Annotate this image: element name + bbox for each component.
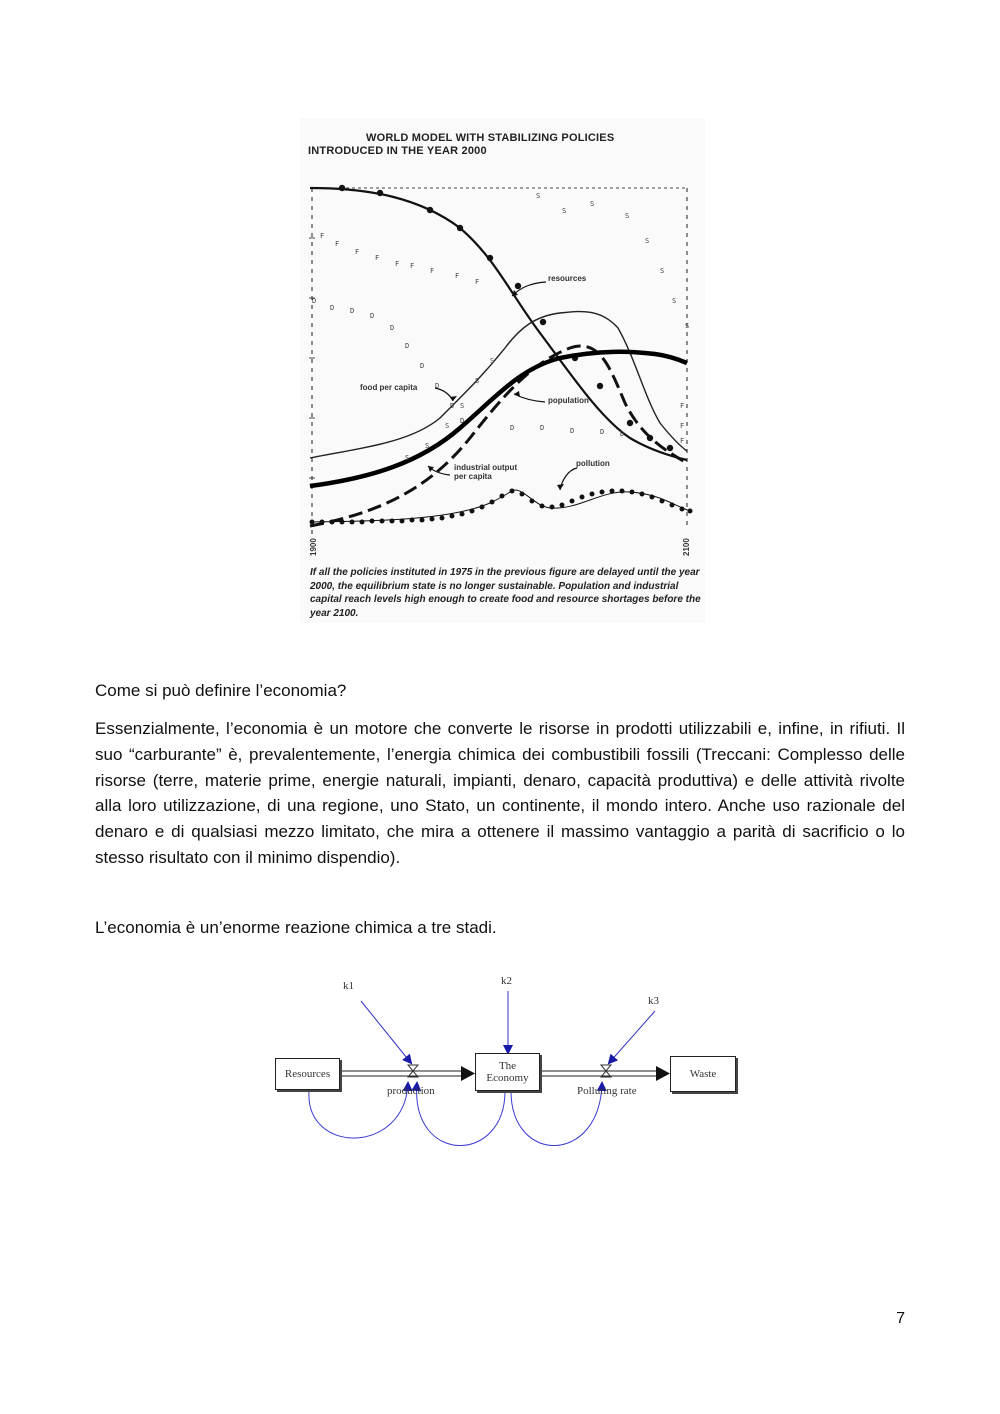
waste-stock: Waste <box>670 1056 736 1092</box>
pollution-markers <box>310 489 693 525</box>
svg-text:D: D <box>330 304 335 312</box>
svg-text:D: D <box>570 427 575 435</box>
economy-stock-line-1: The <box>498 1060 517 1072</box>
svg-text:D: D <box>420 362 425 370</box>
industrial-output-label-line-1: industrial output <box>454 463 518 472</box>
resources-curve <box>310 188 690 460</box>
year-end-label: 2100 <box>682 538 691 556</box>
svg-text:S: S <box>625 212 630 220</box>
svg-text:F: F <box>335 240 340 248</box>
svg-text:S: S <box>562 207 567 215</box>
svg-text:S: S <box>536 192 541 200</box>
svg-text:D: D <box>510 424 515 432</box>
resources-label: resources <box>548 274 587 283</box>
svg-text:F: F <box>430 267 435 275</box>
svg-text:F: F <box>680 437 685 445</box>
svg-text:S: S <box>490 357 495 365</box>
svg-text:S: S <box>645 237 650 245</box>
svg-text:D: D <box>435 382 440 390</box>
resources-stock: Resources <box>275 1058 340 1090</box>
economy-stock <box>475 1053 540 1091</box>
production-flow-label: production <box>387 1085 435 1097</box>
world-model-caption: If all the policies instituted in 1975 in the previous figure are delayed until the year 2000, the equilibrium state is no longer sustainable. Population and industrial capital reach levels high enough to create food and resource shortages before the year 2100. <box>310 567 701 619</box>
svg-text:D: D <box>450 402 455 410</box>
svg-text:F: F <box>455 272 460 280</box>
industrial-output-label <box>454 463 517 481</box>
svg-text:S: S <box>590 200 595 208</box>
year-start-label: 1900 <box>309 538 318 556</box>
economy-definition-paragraph: Essenzialmente, l’economia è un motore che converte le risorse in prodotti utilizzabili e, infine, in rifiuti. Il suo “carburante” è, prevalentemente, l’energia chimica dei combustibili fossili (Treccani: Complesso delle risorse (terre, materie prime, energie naturali, impianti, denaro, capacità produttiva) e delle attività rivolte alla loro utilizzazione, di una regione, uno Stato, un continente, il mondo intero. Anche uso razionale del denaro e di qualsiasi mezzo limitato, che mira a ottenere il massimo vantaggio a parità di sacrificio o lo stesso risultato con il minimo dispendio). <box>95 719 905 867</box>
title-line-2: INTRODUCED IN THE YEAR 2000 <box>308 145 487 157</box>
k2-label: k2 <box>501 975 512 987</box>
economy-stock-line-2: Economy <box>486 1072 529 1084</box>
food-per-capita-label: food per capita <box>360 383 418 392</box>
svg-text:D: D <box>370 312 375 320</box>
k3-label: k3 <box>648 995 659 1007</box>
pollution-label: pollution <box>576 459 610 468</box>
question-text: Come si può definire l’economia? <box>95 681 347 700</box>
svg-text:S: S <box>425 442 430 450</box>
svg-text:F: F <box>375 254 380 262</box>
title-line-1: WORLD MODEL WITH STABILIZING POLICIES <box>366 132 615 144</box>
population-label: population <box>548 396 589 405</box>
svg-text:D: D <box>620 430 625 438</box>
svg-text:S: S <box>405 454 410 462</box>
world-model-plot <box>300 118 705 623</box>
industrial-output-label-line-2: per capita <box>454 472 492 481</box>
svg-text:S: S <box>475 377 480 385</box>
svg-text:S: S <box>672 297 677 305</box>
svg-text:D: D <box>312 297 317 305</box>
svg-text:S: S <box>660 267 665 275</box>
svg-text:F: F <box>320 232 325 240</box>
svg-text:F: F <box>680 422 685 430</box>
svg-text:D: D <box>405 342 410 350</box>
svg-text:D: D <box>460 417 465 425</box>
page-number: 7 <box>896 1310 905 1327</box>
world-model-title <box>308 132 698 158</box>
three-stage-statement: L’economia è un’enorme reazione chimica a tre stadi. <box>95 918 497 937</box>
svg-text:D: D <box>600 428 605 436</box>
svg-text:F: F <box>395 260 400 268</box>
k1-label: k1 <box>343 980 354 992</box>
svg-text:S: S <box>685 322 690 330</box>
svg-text:F: F <box>475 278 480 286</box>
polluting-rate-flow-label: Polluting rate <box>577 1085 637 1097</box>
svg-text:S: S <box>445 422 450 430</box>
resources-markers <box>339 185 673 451</box>
world-model-figure <box>300 118 705 623</box>
svg-text:D: D <box>390 324 395 332</box>
svg-text:D: D <box>540 424 545 432</box>
svg-text:F: F <box>680 402 685 410</box>
svg-text:D: D <box>350 307 355 315</box>
svg-text:F: F <box>355 248 360 256</box>
svg-text:F: F <box>410 262 415 270</box>
economy-stock-flow-diagram <box>265 965 755 1165</box>
svg-text:S: S <box>460 402 465 410</box>
